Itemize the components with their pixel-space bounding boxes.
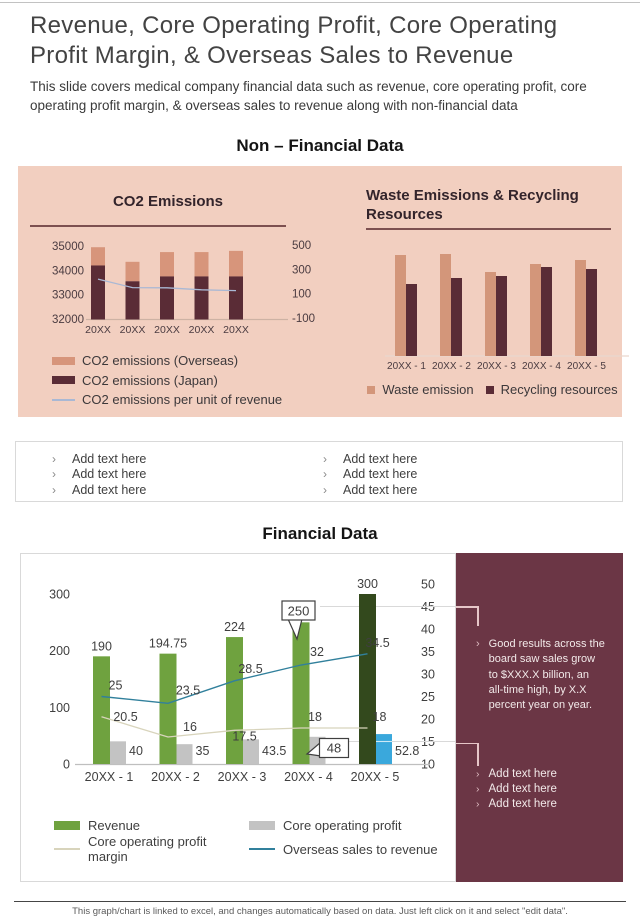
svg-text:34.5: 34.5	[365, 635, 390, 650]
chevron-bullet-icon: ›	[52, 451, 56, 466]
svg-text:500: 500	[292, 240, 312, 252]
svg-text:300: 300	[357, 577, 378, 591]
legend-item	[486, 380, 618, 400]
waste-recycling-chart-block[interactable]	[363, 166, 622, 417]
legend-swatch-per-unit-line	[52, 399, 75, 401]
svg-text:20XX - 2: 20XX - 2	[151, 770, 200, 784]
note-text: Add text here	[343, 451, 418, 466]
sidebar-item-text: Add text here	[488, 782, 557, 795]
legend-label: CO2 emissions per unit of revenue	[82, 392, 283, 408]
note-placeholder[interactable]	[52, 451, 146, 467]
svg-text:20XX - 3: 20XX - 3	[217, 770, 267, 784]
chevron-bullet-icon: ›	[476, 797, 480, 810]
legend-swatch-overseas-line	[249, 848, 275, 850]
legend-item	[52, 371, 282, 391]
note-text: Add text here	[72, 482, 147, 497]
chevron-bullet-icon: ›	[323, 482, 327, 497]
chevron-bullet-icon: ›	[323, 467, 327, 482]
svg-text:52.8: 52.8	[395, 744, 420, 758]
legend-label: Waste emission	[382, 382, 474, 398]
waste-chart-legend	[363, 380, 622, 400]
legend-swatch-japan	[52, 376, 75, 384]
legend-label: CO2 emissions (Overseas)	[82, 353, 239, 369]
chevron-bullet-icon: ›	[323, 451, 327, 466]
note-text: Add text here	[72, 451, 147, 466]
legend-swatch-recycling	[486, 386, 494, 394]
sidebar-placeholder[interactable]	[476, 781, 557, 796]
page-subtitle: This slide covers medical company financial data such as revenue, core operating profit, core operating profit margin, & overseas sales to revenue along with non-financial data	[30, 79, 587, 113]
note-text: Add text here	[343, 482, 418, 497]
svg-text:20XX - 4: 20XX - 4	[522, 361, 561, 371]
sidebar-placeholder-list	[476, 766, 557, 812]
sidebar-placeholder[interactable]	[476, 796, 557, 811]
footer-divider	[14, 901, 626, 902]
legend-label: Core operating profit	[283, 817, 402, 833]
legend-label: CO2 emissions (Japan)	[82, 372, 218, 388]
sidebar-item-text: Add text here	[488, 767, 557, 780]
note-placeholder[interactable]	[323, 451, 417, 467]
page-title	[30, 11, 615, 71]
legend-swatch-margin-line	[54, 848, 80, 850]
sidebar-insight-text: Good results across the board saw sales grow to $XXX.X billion, an all-time high, by X.X percent year on year.	[488, 638, 605, 712]
note-placeholder[interactable]	[323, 482, 417, 498]
svg-text:20XX - 5: 20XX - 5	[567, 361, 606, 371]
svg-text:20XX: 20XX	[119, 324, 146, 336]
note-text: Add text here	[343, 467, 418, 482]
legend-item	[54, 834, 249, 864]
svg-text:25: 25	[108, 678, 123, 693]
callout-connector-line	[456, 606, 478, 608]
svg-text:32: 32	[310, 645, 324, 659]
legend-swatch-waste	[367, 386, 375, 394]
callout-connector-line	[456, 743, 478, 745]
legend-item	[52, 390, 282, 410]
page-title-line2: Profit Margin, & Overseas Sales to Revenue	[30, 42, 514, 69]
svg-text:40: 40	[129, 744, 143, 758]
svg-text:16: 16	[183, 720, 197, 734]
svg-text:25: 25	[421, 690, 435, 704]
financial-chart-box	[20, 553, 456, 882]
svg-text:45: 45	[421, 600, 435, 614]
co2-emissions-chart-block[interactable]	[18, 166, 318, 417]
svg-text:20XX - 4: 20XX - 4	[284, 770, 333, 784]
legend-item	[52, 351, 282, 371]
svg-text:28.5: 28.5	[238, 661, 263, 676]
notes-column-right	[323, 451, 417, 498]
svg-text:224: 224	[224, 620, 245, 635]
chevron-bullet-icon: ›	[52, 482, 56, 497]
svg-text:190: 190	[91, 639, 112, 654]
svg-text:20XX - 5: 20XX - 5	[350, 770, 400, 784]
note-placeholder[interactable]	[323, 467, 417, 483]
svg-text:20XX - 2: 20XX - 2	[432, 361, 471, 371]
chevron-bullet-icon: ›	[476, 767, 480, 780]
legend-label: Overseas sales to revenue	[283, 841, 438, 857]
svg-text:15: 15	[421, 735, 435, 749]
waste-recycling-chart[interactable]	[377, 239, 637, 371]
svg-text:33000: 33000	[52, 289, 84, 302]
legend-item	[367, 380, 473, 400]
note-placeholder[interactable]	[52, 467, 146, 483]
svg-text:35: 35	[421, 645, 435, 659]
svg-text:35000: 35000	[52, 241, 84, 253]
svg-text:32000: 32000	[52, 314, 84, 326]
svg-text:194.75: 194.75	[148, 636, 188, 651]
svg-text:20XX: 20XX	[188, 324, 215, 336]
svg-text:20: 20	[421, 712, 435, 727]
financial-chart-legend	[54, 815, 438, 864]
svg-text:20XX - 1: 20XX - 1	[387, 361, 426, 371]
svg-text:35: 35	[195, 744, 210, 758]
legend-swatch-core-profit	[249, 821, 275, 830]
non-financial-panel	[18, 166, 622, 417]
footer-note: This graph/chart is linked to excel, and changes automatically based on data. Just left click on it and select "edit data".	[72, 906, 568, 917]
svg-text:30: 30	[421, 667, 435, 682]
svg-text:200: 200	[49, 644, 70, 659]
waste-title-underline	[366, 228, 611, 230]
svg-text:18: 18	[308, 710, 322, 724]
sidebar-placeholder[interactable]	[476, 766, 557, 781]
section-heading-non-financial: Non – Financial Data	[236, 136, 404, 155]
chevron-bullet-icon: ›	[476, 782, 480, 795]
svg-text:250: 250	[287, 603, 310, 619]
legend-label: Core operating profit margin	[88, 834, 207, 864]
svg-text:-100: -100	[292, 313, 316, 325]
svg-text:20XX: 20XX	[154, 324, 180, 336]
chevron-bullet-icon: ›	[52, 467, 56, 482]
legend-label: Revenue	[88, 817, 141, 833]
svg-text:100: 100	[292, 288, 312, 301]
svg-text:20XX: 20XX	[223, 324, 249, 336]
insight-sidebar	[456, 553, 623, 882]
note-placeholder[interactable]	[52, 482, 146, 498]
legend-label: Recycling resources	[500, 382, 618, 398]
notes-column-left	[52, 451, 146, 498]
callout-connector-line	[477, 606, 479, 626]
chevron-bullet-icon: ›	[476, 638, 480, 650]
svg-text:10: 10	[421, 757, 435, 772]
svg-text:300: 300	[292, 264, 312, 277]
sidebar-item-text: Add text here	[488, 797, 557, 810]
svg-text:18: 18	[372, 710, 387, 724]
callout-connector-line	[477, 743, 479, 766]
note-text: Add text here	[72, 467, 147, 482]
svg-text:20XX - 1: 20XX - 1	[84, 770, 134, 784]
page-title-line1: Revenue, Core Operating Profit, Core Operating	[30, 12, 558, 39]
svg-text:17.5: 17.5	[232, 729, 257, 744]
legend-item	[249, 815, 438, 835]
svg-text:20XX - 3: 20XX - 3	[477, 361, 516, 371]
waste-chart-title: Waste Emissions & Recycling Resources	[366, 187, 579, 223]
slide-top-border	[0, 2, 640, 3]
co2-title-underline	[30, 225, 286, 227]
legend-item	[54, 815, 249, 835]
svg-text:20XX: 20XX	[85, 324, 111, 336]
section-heading-financial: Financial Data	[262, 524, 378, 543]
co2-chart-title: CO2 Emissions	[112, 193, 224, 210]
svg-text:50: 50	[421, 577, 435, 592]
svg-text:43.5: 43.5	[262, 744, 287, 758]
sidebar-insight[interactable]	[476, 637, 608, 713]
co2-chart-legend	[52, 351, 282, 410]
financial-combo-chart[interactable]	[30, 566, 455, 788]
co2-emissions-chart[interactable]	[38, 236, 318, 340]
svg-text:23.5: 23.5	[175, 683, 201, 698]
svg-text:300: 300	[49, 587, 70, 602]
svg-text:0: 0	[63, 757, 70, 772]
svg-text:20.5: 20.5	[113, 709, 138, 724]
svg-text:48: 48	[326, 740, 342, 756]
svg-text:40: 40	[421, 622, 435, 637]
legend-swatch-overseas	[52, 357, 75, 365]
notes-placeholder-box	[15, 441, 623, 502]
svg-text:100: 100	[49, 700, 70, 715]
svg-text:34000: 34000	[52, 265, 84, 278]
legend-item	[249, 839, 438, 859]
legend-swatch-revenue	[54, 821, 80, 830]
